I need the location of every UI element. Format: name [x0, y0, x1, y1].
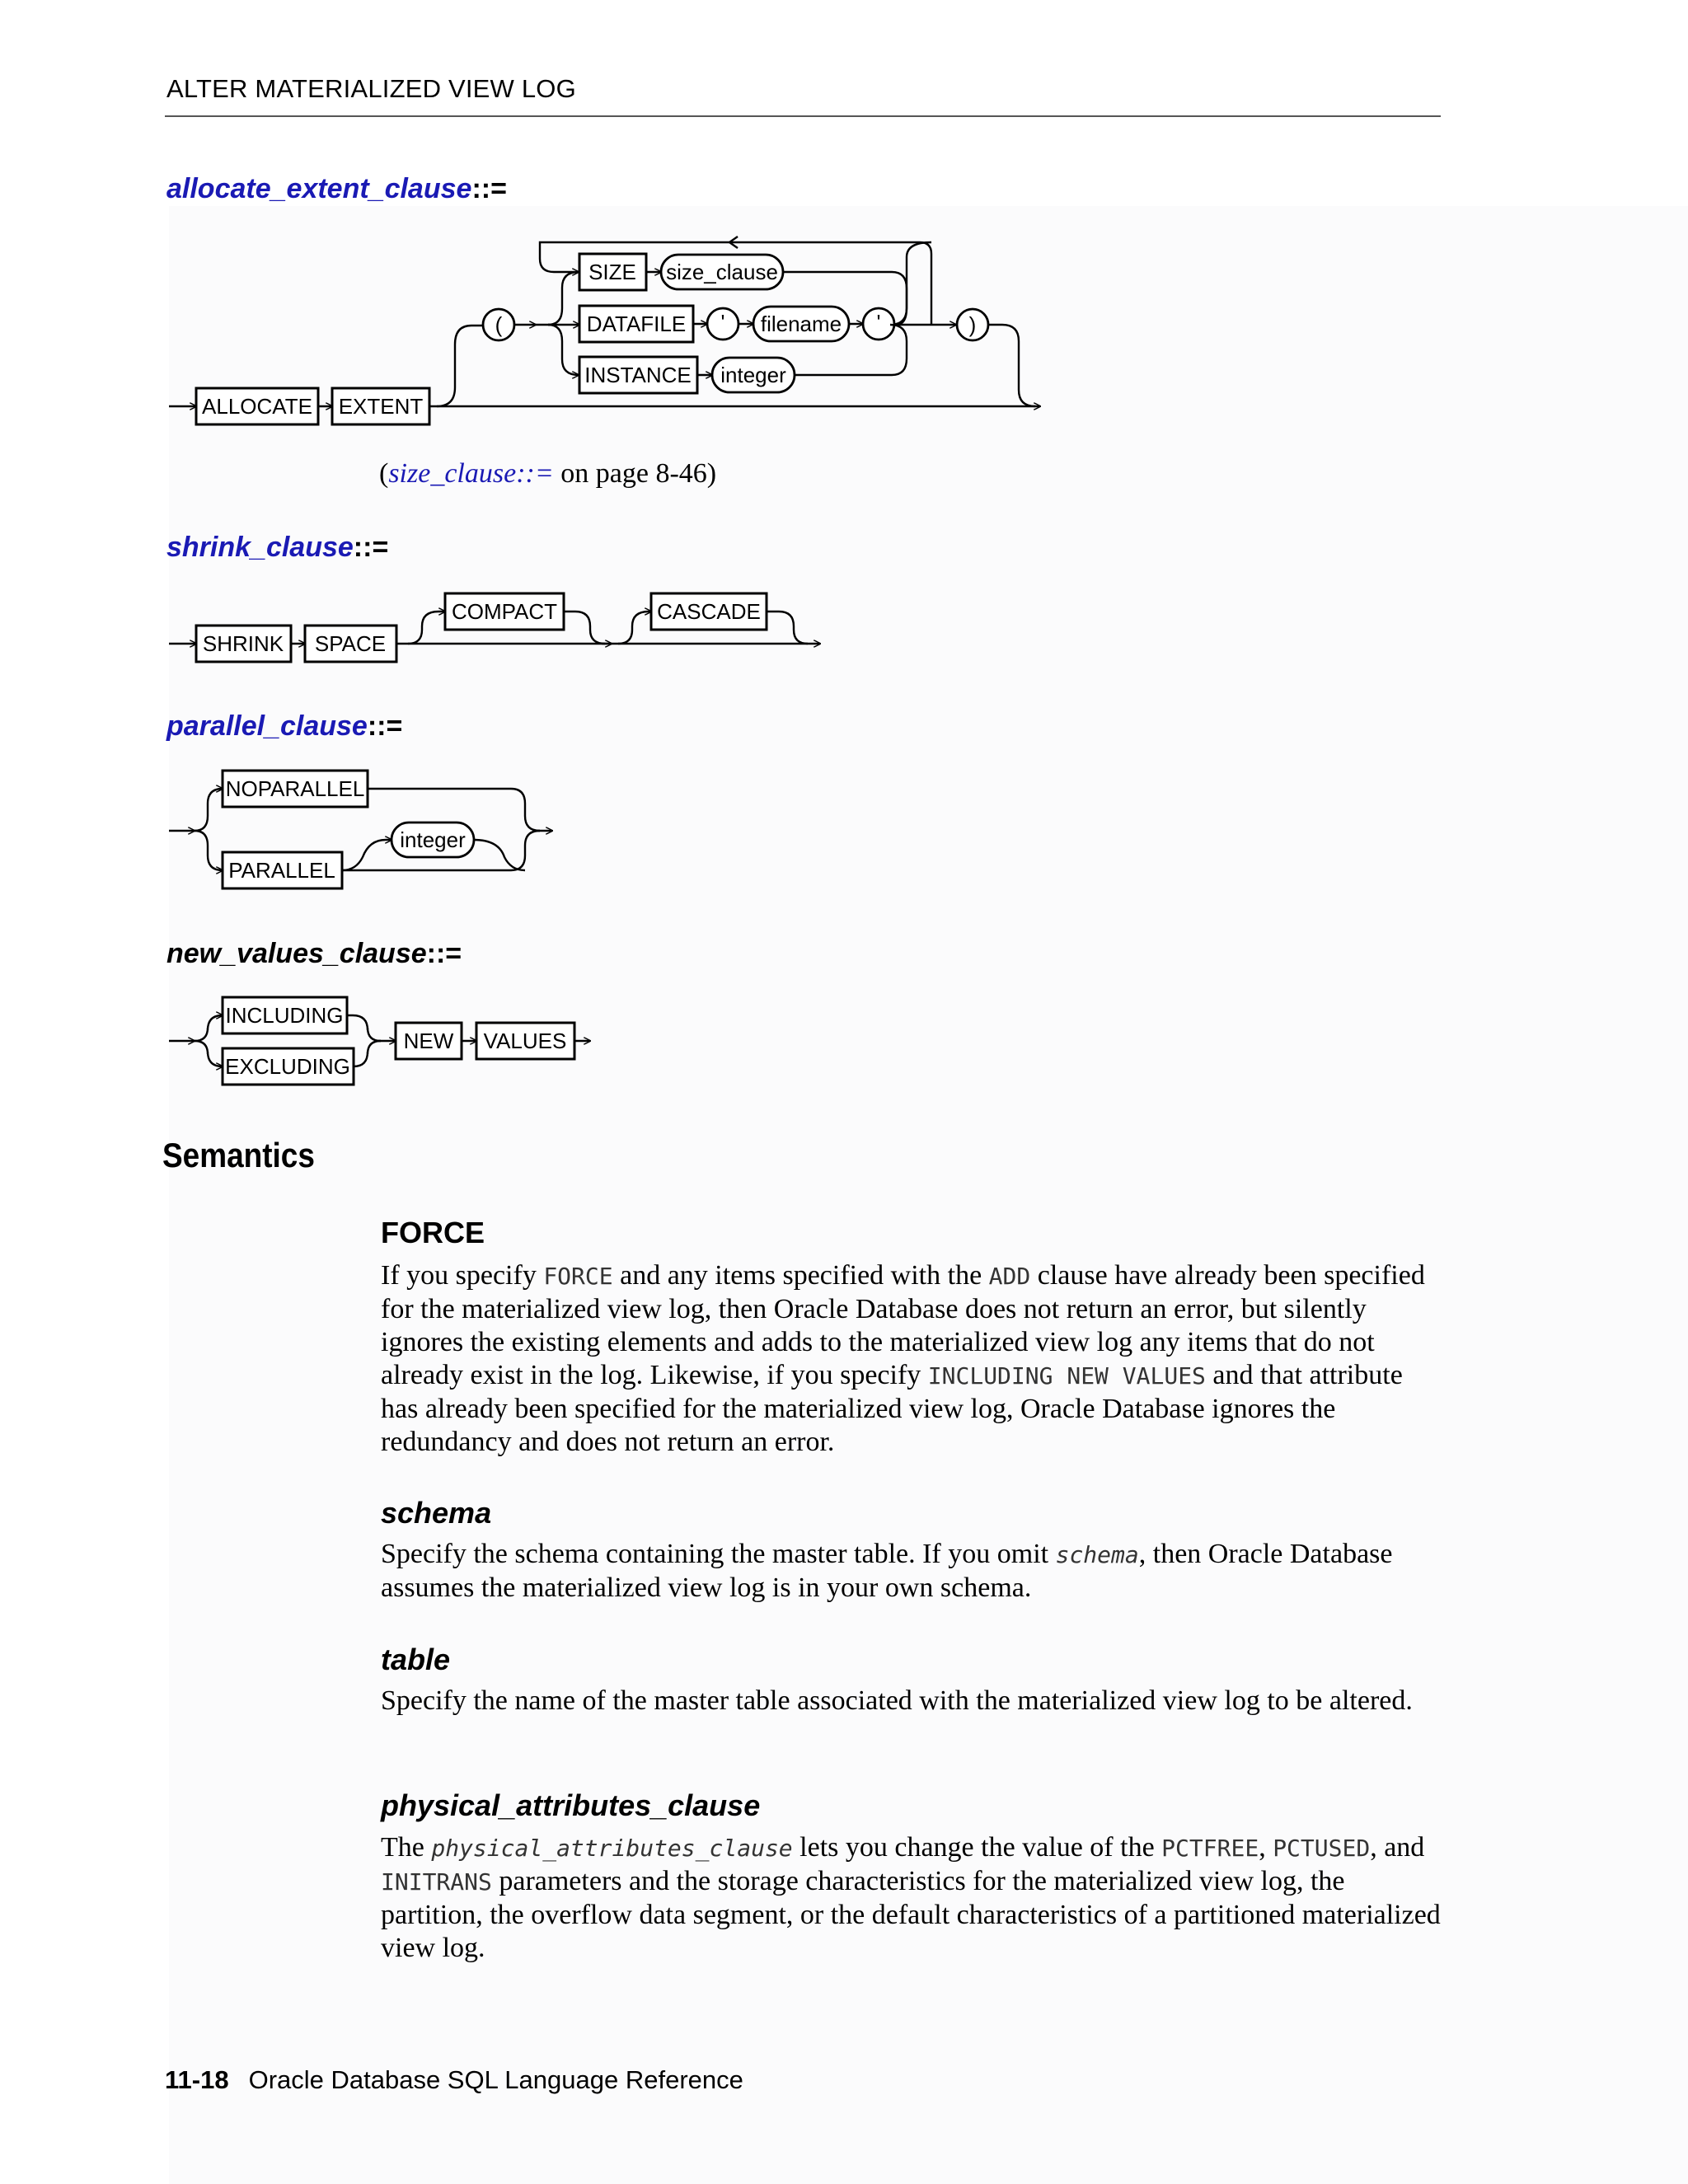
size-keyword: SIZE — [588, 260, 636, 284]
noparallel-keyword: NOPARALLEL — [225, 776, 365, 801]
physical-text-4: , and — [1370, 1832, 1425, 1863]
parallel-clause-diagram — [169, 771, 552, 888]
physical-code-clause: physical_attributes_clause — [431, 1835, 793, 1862]
table-text-1: Specify the name of the master table associated with the materialized view log to be altered. — [381, 1685, 1413, 1716]
allocate-extent-link[interactable]: allocate_extent_clause — [166, 173, 472, 204]
semantics-heading: Semantics — [162, 1136, 315, 1174]
physical-attributes-term: physical_attributes_clause — [381, 1788, 761, 1822]
physical-code-initrans: INITRANS — [381, 1868, 492, 1896]
table-paragraph — [381, 1685, 1444, 1718]
production-operator: ::= — [426, 938, 462, 969]
production-operator: ::= — [353, 532, 389, 563]
force-text-1: If you specify — [381, 1260, 544, 1291]
quote-open-symbol: ' — [720, 310, 725, 335]
schema-code-schema: schema — [1055, 1541, 1139, 1568]
size-clause-crossref — [379, 458, 716, 490]
production-operator: ::= — [367, 710, 403, 742]
filename-ref: filename — [760, 312, 842, 336]
physical-attributes-paragraph — [381, 1831, 1444, 1965]
force-text-4: and that attribute has already been specified for the materialized view log, Oracle Database ignores the redundancy and does not return an error. — [381, 1360, 1403, 1457]
shrink-clause-diagram — [169, 593, 820, 662]
values-keyword: VALUES — [483, 1029, 567, 1053]
size-clause-ref: size_clause — [666, 260, 778, 284]
force-paragraph — [381, 1259, 1444, 1459]
production-operator: ::= — [471, 173, 507, 204]
physical-code-pctfree: PCTFREE — [1161, 1835, 1259, 1862]
instance-keyword: INSTANCE — [584, 363, 692, 387]
schema-text-1: Specify the schema containing the master table. If you omit — [381, 1539, 1056, 1569]
xref-open: ( — [379, 458, 389, 489]
lparen-symbol: ( — [495, 312, 503, 337]
rparen-symbol: ) — [968, 312, 977, 337]
allocate-keyword: ALLOCATE — [202, 394, 312, 419]
physical-code-pctused: PCTUSED — [1273, 1835, 1371, 1862]
parallel-keyword: PARALLEL — [228, 858, 335, 883]
parallel-integer-ref: integer — [400, 827, 466, 852]
extent-keyword: EXTENT — [338, 394, 424, 419]
new-values-clause-diagram — [169, 997, 590, 1085]
new-keyword: NEW — [403, 1029, 454, 1053]
compact-keyword: COMPACT — [451, 599, 558, 624]
physical-text-5: parameters and the storage characteristics for the materialized view log, the partition, the overflow data segment, or the default characteristics of a partitioned materialized view log. — [381, 1866, 1441, 1963]
shrink-clause-link[interactable]: shrink_clause — [166, 532, 354, 563]
datafile-keyword: DATAFILE — [586, 312, 687, 336]
page-number: 11-18 — [165, 2065, 229, 2094]
space-keyword: SPACE — [314, 631, 387, 656]
schema-paragraph — [381, 1538, 1444, 1605]
physical-text-2: lets you change the value of the — [792, 1832, 1162, 1863]
running-head: ALTER MATERIALIZED VIEW LOG — [166, 74, 576, 103]
force-text-3: clause have already been specified for the materialized view log, then Oracle Database does not return an error, but silently ignores the existing elements and adds to the materialized view log any items that do not already exist in the log. Likewise, if you specify — [381, 1260, 1425, 1390]
schema-text-2: , then Oracle Database assumes the materialized view log is in your own schema. — [381, 1539, 1393, 1603]
force-code-add: ADD — [988, 1263, 1031, 1290]
physical-text-3: , — [1259, 1832, 1273, 1863]
cascade-keyword: CASCADE — [657, 599, 761, 624]
shrink-keyword: SHRINK — [202, 631, 284, 656]
size-clause-xref-link[interactable]: size_clause::= — [388, 458, 554, 489]
force-text-2: and any items specified with the — [612, 1260, 989, 1291]
excluding-keyword: EXCLUDING — [225, 1054, 350, 1079]
new-values-clause-name: new_values_clause — [166, 938, 427, 969]
schema-term: schema — [381, 1496, 492, 1530]
allocate-extent-diagram — [169, 237, 1040, 424]
including-keyword: INCLUDING — [225, 1003, 344, 1028]
integer-ref: integer — [720, 363, 786, 387]
force-code-force: FORCE — [543, 1263, 613, 1290]
page-footer — [165, 2065, 743, 2095]
xref-page: on page 8-46) — [553, 458, 717, 489]
physical-text-1: The — [381, 1832, 432, 1863]
book-title: Oracle Database SQL Language Reference — [248, 2065, 743, 2094]
table-term: table — [381, 1643, 451, 1676]
force-code-including-new-values: INCLUDING NEW VALUES — [927, 1362, 1206, 1390]
force-term: FORCE — [381, 1216, 485, 1249]
parallel-clause-link[interactable]: parallel_clause — [166, 710, 368, 742]
quote-close-symbol: ' — [876, 310, 881, 335]
